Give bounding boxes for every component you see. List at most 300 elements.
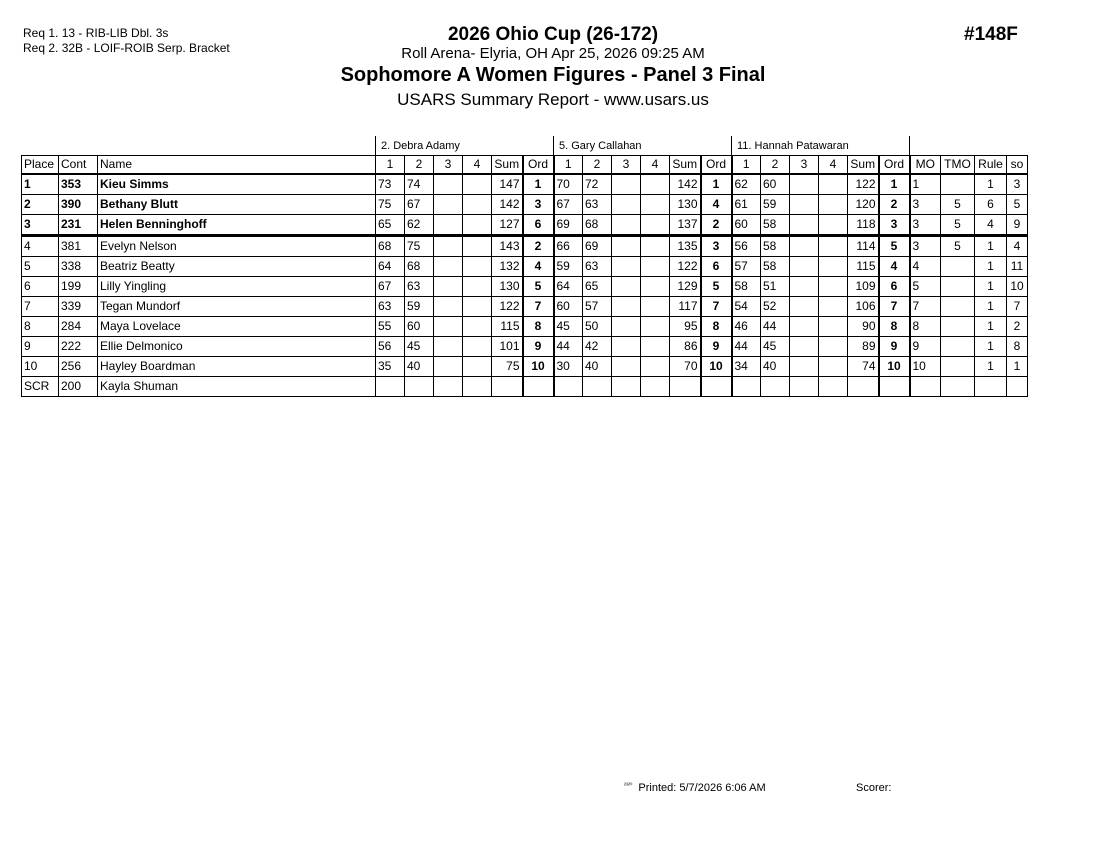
- score-cell: [405, 377, 434, 397]
- ord-cell: [701, 377, 732, 397]
- score-cell: 61: [732, 195, 761, 215]
- score-cell: [434, 215, 463, 236]
- score-cell: 57: [583, 297, 612, 317]
- col-mo: MO: [910, 156, 941, 175]
- judge-name-3: 11. Hannah Patawaran: [732, 136, 910, 156]
- score-cell: 57: [732, 257, 761, 277]
- name-cell: Kieu Simms: [98, 174, 376, 195]
- score-cell: [641, 337, 670, 357]
- score-cell: 63: [405, 277, 434, 297]
- sum-cell: 109: [848, 277, 879, 297]
- ord-cell: 3: [523, 195, 554, 215]
- rule-cell: 1: [975, 297, 1007, 317]
- sum-cell: 143: [492, 236, 523, 257]
- score-cell: 55: [376, 317, 405, 337]
- score-cell: [761, 377, 790, 397]
- score-cell: 63: [583, 195, 612, 215]
- ord-cell: 8: [879, 317, 910, 337]
- score-cell: [612, 257, 641, 277]
- so-cell: 7: [1007, 297, 1028, 317]
- report-title: USARS Summary Report - www.usars.us: [397, 90, 709, 109]
- ord-cell: 2: [523, 236, 554, 257]
- score-cell: [819, 257, 848, 277]
- col-score-3: 3: [790, 156, 819, 175]
- score-cell: 46: [732, 317, 761, 337]
- ord-cell: 5: [701, 277, 732, 297]
- cont-cell: 339: [59, 297, 98, 317]
- sum-cell: 127: [492, 215, 523, 236]
- score-cell: [790, 297, 819, 317]
- col-sum: Sum: [670, 156, 701, 175]
- score-cell: [641, 257, 670, 277]
- blank-header-cell: [910, 136, 1028, 156]
- sum-cell: 130: [670, 195, 701, 215]
- blank-header-cell: [22, 136, 376, 156]
- ord-cell: 8: [701, 317, 732, 337]
- score-cell: 69: [583, 236, 612, 257]
- score-cell: [641, 277, 670, 297]
- place-cell: 10: [22, 357, 59, 377]
- ord-cell: 2: [701, 215, 732, 236]
- col-place: Place: [22, 156, 59, 175]
- col-score-4: 4: [463, 156, 492, 175]
- score-cell: 45: [405, 337, 434, 357]
- score-cell: 44: [732, 337, 761, 357]
- sum-cell: 122: [848, 174, 879, 195]
- score-cell: [641, 174, 670, 195]
- score-cell: 67: [405, 195, 434, 215]
- place-cell: SCR: [22, 377, 59, 397]
- score-cell: [463, 236, 492, 257]
- ord-cell: 4: [701, 195, 732, 215]
- sum-cell: 130: [492, 277, 523, 297]
- score-cell: [790, 174, 819, 195]
- score-cell: [554, 377, 583, 397]
- place-cell: 4: [22, 236, 59, 257]
- col-ord: Ord: [523, 156, 554, 175]
- score-cell: 45: [554, 317, 583, 337]
- score-cell: [434, 317, 463, 337]
- name-cell: Tegan Mundorf: [98, 297, 376, 317]
- score-cell: [641, 195, 670, 215]
- score-cell: 40: [761, 357, 790, 377]
- score-cell: 65: [583, 277, 612, 297]
- ord-cell: 10: [879, 357, 910, 377]
- score-cell: [612, 377, 641, 397]
- ord-cell: 6: [701, 257, 732, 277]
- tmo-cell: 5: [941, 236, 975, 257]
- mo-cell: 7: [910, 297, 941, 317]
- name-cell: Maya Lovelace: [98, 317, 376, 337]
- print-code: ²³²⁰: [624, 783, 633, 789]
- so-cell: 3: [1007, 174, 1028, 195]
- place-cell: 3: [22, 215, 59, 236]
- rule-cell: 1: [975, 257, 1007, 277]
- score-cell: [641, 377, 670, 397]
- col-so: so: [1007, 156, 1028, 175]
- so-cell: 5: [1007, 195, 1028, 215]
- table-row: [22, 257, 1028, 277]
- so-cell: 10: [1007, 277, 1028, 297]
- score-cell: 62: [732, 174, 761, 195]
- score-cell: [463, 337, 492, 357]
- table-row: [22, 377, 1028, 397]
- table-row: [22, 297, 1028, 317]
- score-cell: [612, 357, 641, 377]
- score-cell: 75: [405, 236, 434, 257]
- cont-cell: 200: [59, 377, 98, 397]
- score-cell: [641, 215, 670, 236]
- score-cell: 58: [761, 236, 790, 257]
- col-score-3: 3: [434, 156, 463, 175]
- col-tmo: TMO: [941, 156, 975, 175]
- results-table: [21, 136, 1028, 397]
- venue-line: Roll Arena- Elyria, OH Apr 25, 2026 09:25 AM: [401, 45, 705, 62]
- score-cell: 35: [376, 357, 405, 377]
- col-rule: Rule: [975, 156, 1007, 175]
- col-score-4: 4: [641, 156, 670, 175]
- place-cell: 7: [22, 297, 59, 317]
- score-cell: 30: [554, 357, 583, 377]
- table-row: [22, 357, 1028, 377]
- score-cell: 60: [732, 215, 761, 236]
- score-cell: 66: [554, 236, 583, 257]
- ord-cell: [879, 377, 910, 397]
- so-cell: 4: [1007, 236, 1028, 257]
- score-cell: [612, 337, 641, 357]
- sum-cell: 122: [492, 297, 523, 317]
- score-cell: [819, 195, 848, 215]
- score-cell: [463, 195, 492, 215]
- ord-cell: 6: [523, 215, 554, 236]
- score-cell: [790, 377, 819, 397]
- score-cell: [612, 174, 641, 195]
- sum-cell: 115: [848, 257, 879, 277]
- rule-cell: 1: [975, 236, 1007, 257]
- tmo-cell: [941, 257, 975, 277]
- score-cell: [790, 195, 819, 215]
- score-cell: [819, 357, 848, 377]
- score-cell: 64: [376, 257, 405, 277]
- score-cell: 63: [583, 257, 612, 277]
- score-cell: [434, 174, 463, 195]
- event-title: Sophomore A Women Figures - Panel 3 Final: [340, 64, 766, 86]
- score-cell: 68: [376, 236, 405, 257]
- rule-cell: 1: [975, 277, 1007, 297]
- col-sum: Sum: [492, 156, 523, 175]
- score-cell: [612, 236, 641, 257]
- ord-cell: 9: [879, 337, 910, 357]
- table-row: [22, 317, 1028, 337]
- so-cell: 9: [1007, 215, 1028, 236]
- col-score-1: 1: [376, 156, 405, 175]
- col-ord: Ord: [879, 156, 910, 175]
- score-cell: [790, 277, 819, 297]
- score-cell: 56: [732, 236, 761, 257]
- sum-cell: 89: [848, 337, 879, 357]
- judge-name-1: 2. Debra Adamy: [376, 136, 554, 156]
- col-score-2: 2: [761, 156, 790, 175]
- rule-cell: 1: [975, 317, 1007, 337]
- cont-cell: 284: [59, 317, 98, 337]
- score-cell: 40: [405, 357, 434, 377]
- ord-cell: 6: [879, 277, 910, 297]
- tmo-cell: 5: [941, 215, 975, 236]
- name-cell: Helen Benninghoff: [98, 215, 376, 236]
- score-cell: [819, 377, 848, 397]
- score-cell: 67: [376, 277, 405, 297]
- score-cell: [641, 357, 670, 377]
- cont-cell: 381: [59, 236, 98, 257]
- judge-name-2: 5. Gary Callahan: [554, 136, 732, 156]
- sum-cell: 74: [848, 357, 879, 377]
- cont-cell: 390: [59, 195, 98, 215]
- tmo-cell: [941, 174, 975, 195]
- sum-cell: 120: [848, 195, 879, 215]
- sum-cell: 137: [670, 215, 701, 236]
- tmo-cell: [941, 277, 975, 297]
- score-cell: 73: [376, 174, 405, 195]
- score-cell: [583, 377, 612, 397]
- score-cell: 68: [583, 215, 612, 236]
- sum-cell: [492, 377, 523, 397]
- score-cell: 68: [405, 257, 434, 277]
- score-cell: [463, 215, 492, 236]
- sum-cell: 135: [670, 236, 701, 257]
- ord-cell: 7: [879, 297, 910, 317]
- ord-cell: 8: [523, 317, 554, 337]
- ord-cell: 2: [879, 195, 910, 215]
- mo-cell: 8: [910, 317, 941, 337]
- score-cell: 44: [554, 337, 583, 357]
- table-row: [22, 215, 1028, 236]
- mo-cell: 9: [910, 337, 941, 357]
- ord-cell: 9: [523, 337, 554, 357]
- score-cell: [463, 257, 492, 277]
- ord-cell: 3: [701, 236, 732, 257]
- rule-cell: 4: [975, 215, 1007, 236]
- tmo-cell: [941, 317, 975, 337]
- requirement-1: Req 1. 13 - RIB-LIB Dbl. 3s: [23, 26, 169, 40]
- score-cell: [819, 317, 848, 337]
- so-cell: 2: [1007, 317, 1028, 337]
- table-row: [22, 174, 1028, 195]
- ord-cell: 10: [523, 357, 554, 377]
- col-score-2: 2: [583, 156, 612, 175]
- score-cell: 67: [554, 195, 583, 215]
- cont-cell: 231: [59, 215, 98, 236]
- score-cell: 63: [376, 297, 405, 317]
- competition-title: 2026 Ohio Cup (26-172): [447, 24, 659, 45]
- mo-cell: 3: [910, 215, 941, 236]
- sum-cell: 101: [492, 337, 523, 357]
- score-cell: [434, 337, 463, 357]
- sum-cell: 106: [848, 297, 879, 317]
- score-cell: [790, 215, 819, 236]
- score-cell: 59: [761, 195, 790, 215]
- ord-cell: [523, 377, 554, 397]
- name-cell: Bethany Blutt: [98, 195, 376, 215]
- score-cell: [790, 317, 819, 337]
- sum-cell: 115: [492, 317, 523, 337]
- score-cell: [641, 297, 670, 317]
- col-score-3: 3: [612, 156, 641, 175]
- col-cont: Cont: [59, 156, 98, 175]
- score-cell: [819, 277, 848, 297]
- ord-cell: 3: [879, 215, 910, 236]
- score-cell: 42: [583, 337, 612, 357]
- ord-cell: 4: [523, 257, 554, 277]
- col-score-2: 2: [405, 156, 434, 175]
- ord-cell: 10: [701, 357, 732, 377]
- cont-cell: 199: [59, 277, 98, 297]
- sum-cell: 142: [492, 195, 523, 215]
- score-cell: 69: [554, 215, 583, 236]
- tmo-cell: [941, 337, 975, 357]
- score-cell: [463, 277, 492, 297]
- requirement-2: Req 2. 32B - LOIF-ROIB Serp. Bracket: [23, 41, 230, 55]
- ord-cell: 1: [523, 174, 554, 195]
- score-cell: 74: [405, 174, 434, 195]
- col-ord: Ord: [701, 156, 732, 175]
- sum-cell: 70: [670, 357, 701, 377]
- score-cell: [376, 377, 405, 397]
- tmo-cell: [941, 297, 975, 317]
- sum-cell: 147: [492, 174, 523, 195]
- printed-timestamp: Printed: 5/7/2026 6:06 AM: [638, 782, 766, 794]
- score-cell: [463, 357, 492, 377]
- tmo-cell: [941, 357, 975, 377]
- so-cell: 8: [1007, 337, 1028, 357]
- sum-cell: 142: [670, 174, 701, 195]
- rule-cell: 1: [975, 174, 1007, 195]
- score-cell: [612, 215, 641, 236]
- scorer-label: Scorer:: [856, 782, 892, 794]
- score-cell: [612, 297, 641, 317]
- printed-footer: [624, 782, 766, 794]
- cont-cell: 256: [59, 357, 98, 377]
- score-cell: [434, 257, 463, 277]
- score-cell: [463, 317, 492, 337]
- name-cell: Evelyn Nelson: [98, 236, 376, 257]
- tmo-cell: 5: [941, 195, 975, 215]
- score-cell: 44: [761, 317, 790, 337]
- so-cell: 11: [1007, 257, 1028, 277]
- score-cell: [434, 195, 463, 215]
- so-cell: 1: [1007, 357, 1028, 377]
- cont-cell: 353: [59, 174, 98, 195]
- score-cell: 40: [583, 357, 612, 377]
- ord-cell: 9: [701, 337, 732, 357]
- col-name: Name: [98, 156, 376, 175]
- rule-cell: 1: [975, 337, 1007, 357]
- score-cell: [612, 195, 641, 215]
- sum-cell: 117: [670, 297, 701, 317]
- score-cell: [463, 297, 492, 317]
- mo-cell: 3: [910, 236, 941, 257]
- sum-cell: 75: [492, 357, 523, 377]
- col-score-4: 4: [819, 156, 848, 175]
- score-cell: 58: [761, 215, 790, 236]
- score-cell: 62: [405, 215, 434, 236]
- score-cell: [434, 357, 463, 377]
- table-row: [22, 236, 1028, 257]
- place-cell: 2: [22, 195, 59, 215]
- ord-cell: 1: [879, 174, 910, 195]
- table-row: [22, 277, 1028, 297]
- sum-cell: 129: [670, 277, 701, 297]
- ord-cell: 7: [701, 297, 732, 317]
- sum-cell: 90: [848, 317, 879, 337]
- name-cell: Ellie Delmonico: [98, 337, 376, 357]
- sum-cell: 118: [848, 215, 879, 236]
- mo-cell: 3: [910, 195, 941, 215]
- score-cell: [641, 317, 670, 337]
- score-cell: [819, 297, 848, 317]
- ord-cell: 7: [523, 297, 554, 317]
- so-cell: [1007, 377, 1028, 397]
- score-cell: 58: [732, 277, 761, 297]
- score-cell: 65: [376, 215, 405, 236]
- ord-cell: 5: [879, 236, 910, 257]
- rule-cell: 1: [975, 357, 1007, 377]
- sum-cell: 114: [848, 236, 879, 257]
- score-cell: 52: [761, 297, 790, 317]
- score-cell: 60: [554, 297, 583, 317]
- score-cell: [612, 317, 641, 337]
- score-cell: [434, 236, 463, 257]
- score-cell: 59: [405, 297, 434, 317]
- score-cell: [434, 377, 463, 397]
- score-cell: 34: [732, 357, 761, 377]
- tmo-cell: [941, 377, 975, 397]
- place-cell: 5: [22, 257, 59, 277]
- score-cell: [790, 337, 819, 357]
- score-cell: 59: [554, 257, 583, 277]
- score-cell: [819, 236, 848, 257]
- ord-cell: 4: [879, 257, 910, 277]
- sum-cell: 86: [670, 337, 701, 357]
- table-row: [22, 195, 1028, 215]
- name-cell: Hayley Boardman: [98, 357, 376, 377]
- mo-cell: [910, 377, 941, 397]
- score-cell: [819, 174, 848, 195]
- col-sum: Sum: [848, 156, 879, 175]
- score-cell: 60: [405, 317, 434, 337]
- cont-cell: 338: [59, 257, 98, 277]
- ord-cell: 1: [701, 174, 732, 195]
- score-cell: [819, 215, 848, 236]
- sum-cell: 132: [492, 257, 523, 277]
- score-cell: [434, 297, 463, 317]
- place-cell: 6: [22, 277, 59, 297]
- score-cell: 70: [554, 174, 583, 195]
- score-cell: 45: [761, 337, 790, 357]
- score-cell: [790, 357, 819, 377]
- score-cell: 64: [554, 277, 583, 297]
- rule-cell: 6: [975, 195, 1007, 215]
- place-cell: 1: [22, 174, 59, 195]
- score-cell: [819, 337, 848, 357]
- score-cell: 56: [376, 337, 405, 357]
- place-cell: 8: [22, 317, 59, 337]
- score-cell: [463, 174, 492, 195]
- score-cell: 58: [761, 257, 790, 277]
- score-cell: [732, 377, 761, 397]
- name-cell: Lilly Yingling: [98, 277, 376, 297]
- score-cell: 72: [583, 174, 612, 195]
- col-score-1: 1: [732, 156, 761, 175]
